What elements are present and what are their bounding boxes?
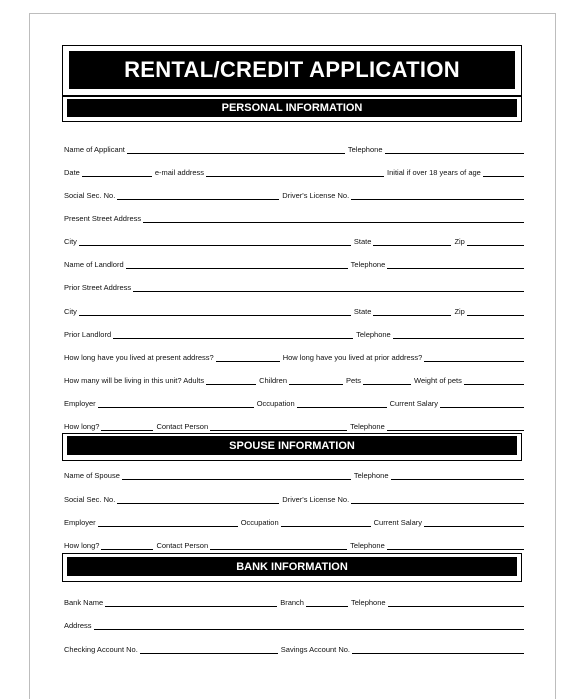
spouse-occupation-field[interactable] (281, 516, 371, 527)
row-prior-city-state-zip (64, 304, 524, 316)
name-of-spouse-field[interactable] (122, 469, 351, 480)
prior-landlord-telephone-field[interactable] (393, 328, 524, 339)
prior-landlord-label: Prior Landlord (64, 329, 112, 339)
spouse-information-header: SPOUSE INFORMATION (67, 436, 517, 455)
how-many-living-label: How many will be living in this unit? Adults (64, 375, 205, 385)
bank-address-label: Address (64, 620, 92, 630)
children-label: Children (259, 375, 288, 385)
city-label: City (64, 236, 77, 246)
spouse-employer-label: Employer (64, 517, 96, 527)
row-bank-address (64, 618, 524, 630)
savings-account-label: Savings Account No. (280, 644, 351, 654)
occupation-label: Occupation (256, 398, 295, 408)
name-of-applicant-field[interactable] (127, 143, 345, 154)
spouse-how-long-field[interactable] (101, 539, 153, 550)
row-city-state-zip (64, 234, 524, 246)
adults-field[interactable] (206, 374, 256, 385)
current-salary-label: Current Salary (389, 398, 438, 408)
bank-name-field[interactable] (105, 596, 277, 607)
weight-of-pets-field[interactable] (464, 374, 524, 385)
checking-account-field[interactable] (140, 643, 278, 654)
email-field[interactable] (206, 166, 384, 177)
city-field[interactable] (79, 235, 351, 246)
spouse-employer-field[interactable] (98, 516, 238, 527)
how-long-present-field[interactable] (216, 351, 280, 362)
occupation-field[interactable] (297, 397, 387, 408)
employer-telephone-field[interactable] (387, 420, 524, 431)
landlord-telephone-label: Telephone (350, 259, 386, 269)
row-bank-name (64, 595, 524, 607)
name-of-applicant-label: Name of Applicant (64, 144, 125, 154)
row-how-long-lived (64, 350, 524, 362)
contact-person-field[interactable] (210, 420, 347, 431)
how-long-field[interactable] (101, 420, 153, 431)
bank-telephone-label: Telephone (350, 597, 386, 607)
row-spouse-social-license (64, 492, 524, 504)
drivers-license-label: Driver's License No. (282, 190, 350, 200)
spouse-contact-person-field[interactable] (210, 539, 347, 550)
social-sec-label: Social Sec. No. (64, 190, 116, 200)
initial-18-label: Initial if over 18 years of age (387, 167, 481, 177)
spouse-social-sec-field[interactable] (117, 493, 279, 504)
pets-field[interactable] (363, 374, 411, 385)
row-social-license (64, 188, 524, 200)
prior-landlord-telephone-label: Telephone (356, 329, 391, 339)
spouse-telephone-label: Telephone (353, 470, 389, 480)
prior-state-field[interactable] (373, 305, 451, 316)
spouse-current-salary-label: Current Salary (373, 517, 422, 527)
spouse-drivers-license-field[interactable] (351, 493, 524, 504)
branch-label: Branch (280, 597, 304, 607)
prior-state-label: State (353, 306, 372, 316)
spouse-current-salary-field[interactable] (424, 516, 524, 527)
personal-information-header: PERSONAL INFORMATION (67, 99, 517, 117)
employer-field[interactable] (98, 397, 254, 408)
landlord-telephone-field[interactable] (387, 258, 524, 269)
drivers-license-field[interactable] (351, 189, 524, 200)
prior-zip-label: Zip (454, 306, 465, 316)
prior-city-label: City (64, 306, 77, 316)
name-of-spouse-label: Name of Spouse (64, 470, 120, 480)
bank-address-field[interactable] (94, 619, 524, 630)
applicant-telephone-field[interactable] (385, 143, 525, 154)
weight-of-pets-label: Weight of pets (414, 375, 462, 385)
present-street-label: Present Street Address (64, 213, 142, 223)
state-field[interactable] (373, 235, 451, 246)
spouse-employer-telephone-field[interactable] (387, 539, 524, 550)
current-salary-field[interactable] (440, 397, 524, 408)
employer-label: Employer (64, 398, 96, 408)
contact-person-label: Contact Person (156, 421, 209, 431)
row-present-address (64, 211, 524, 223)
prior-street-label: Prior Street Address (64, 282, 132, 292)
row-employment (64, 396, 524, 408)
spouse-occupation-label: Occupation (240, 517, 279, 527)
zip-field[interactable] (467, 235, 524, 246)
social-sec-field[interactable] (117, 189, 279, 200)
row-prior-landlord (64, 327, 524, 339)
spouse-contact-person-label: Contact Person (156, 540, 209, 550)
checking-account-label: Checking Account No. (64, 644, 138, 654)
branch-field[interactable] (306, 596, 348, 607)
spouse-employer-telephone-label: Telephone (350, 540, 385, 550)
row-date-email (64, 165, 524, 177)
name-of-landlord-field[interactable] (126, 258, 348, 269)
prior-city-field[interactable] (79, 305, 351, 316)
employer-telephone-label: Telephone (350, 421, 385, 431)
bank-name-label: Bank Name (64, 597, 104, 607)
bank-telephone-field[interactable] (388, 596, 524, 607)
prior-street-field[interactable] (133, 281, 524, 292)
row-prior-address (64, 280, 524, 292)
zip-label: Zip (454, 236, 465, 246)
row-spouse-name (64, 468, 524, 480)
pets-label: Pets (346, 375, 362, 385)
prior-zip-field[interactable] (467, 305, 524, 316)
prior-landlord-field[interactable] (113, 328, 353, 339)
how-long-label: How long? (64, 421, 100, 431)
telephone-label: Telephone (347, 144, 383, 154)
row-occupants (64, 373, 524, 385)
children-field[interactable] (289, 374, 343, 385)
spouse-drivers-license-label: Driver's License No. (282, 494, 350, 504)
row-applicant-name (64, 142, 524, 154)
bank-information-header: BANK INFORMATION (67, 557, 517, 576)
name-of-landlord-label: Name of Landlord (64, 259, 124, 269)
row-employment-contact (64, 419, 524, 431)
row-landlord (64, 257, 524, 269)
spouse-telephone-field[interactable] (391, 469, 525, 480)
row-spouse-employment (64, 515, 524, 527)
spouse-how-long-label: How long? (64, 540, 100, 550)
row-accounts (64, 642, 524, 654)
state-label: State (353, 236, 372, 246)
savings-account-field[interactable] (352, 643, 524, 654)
email-label: e-mail address (154, 167, 205, 177)
row-spouse-contact (64, 538, 524, 550)
how-long-present-label: How long have you lived at present address? (64, 352, 214, 362)
initial-18-field[interactable] (483, 166, 524, 177)
how-long-prior-label: How long have you lived at prior address? (282, 352, 423, 362)
date-field[interactable] (82, 166, 152, 177)
spouse-social-sec-label: Social Sec. No. (64, 494, 116, 504)
present-street-field[interactable] (143, 212, 524, 223)
how-long-prior-field[interactable] (424, 351, 524, 362)
date-label: Date (64, 167, 80, 177)
document-title: RENTAL/CREDIT APPLICATION (69, 51, 515, 89)
